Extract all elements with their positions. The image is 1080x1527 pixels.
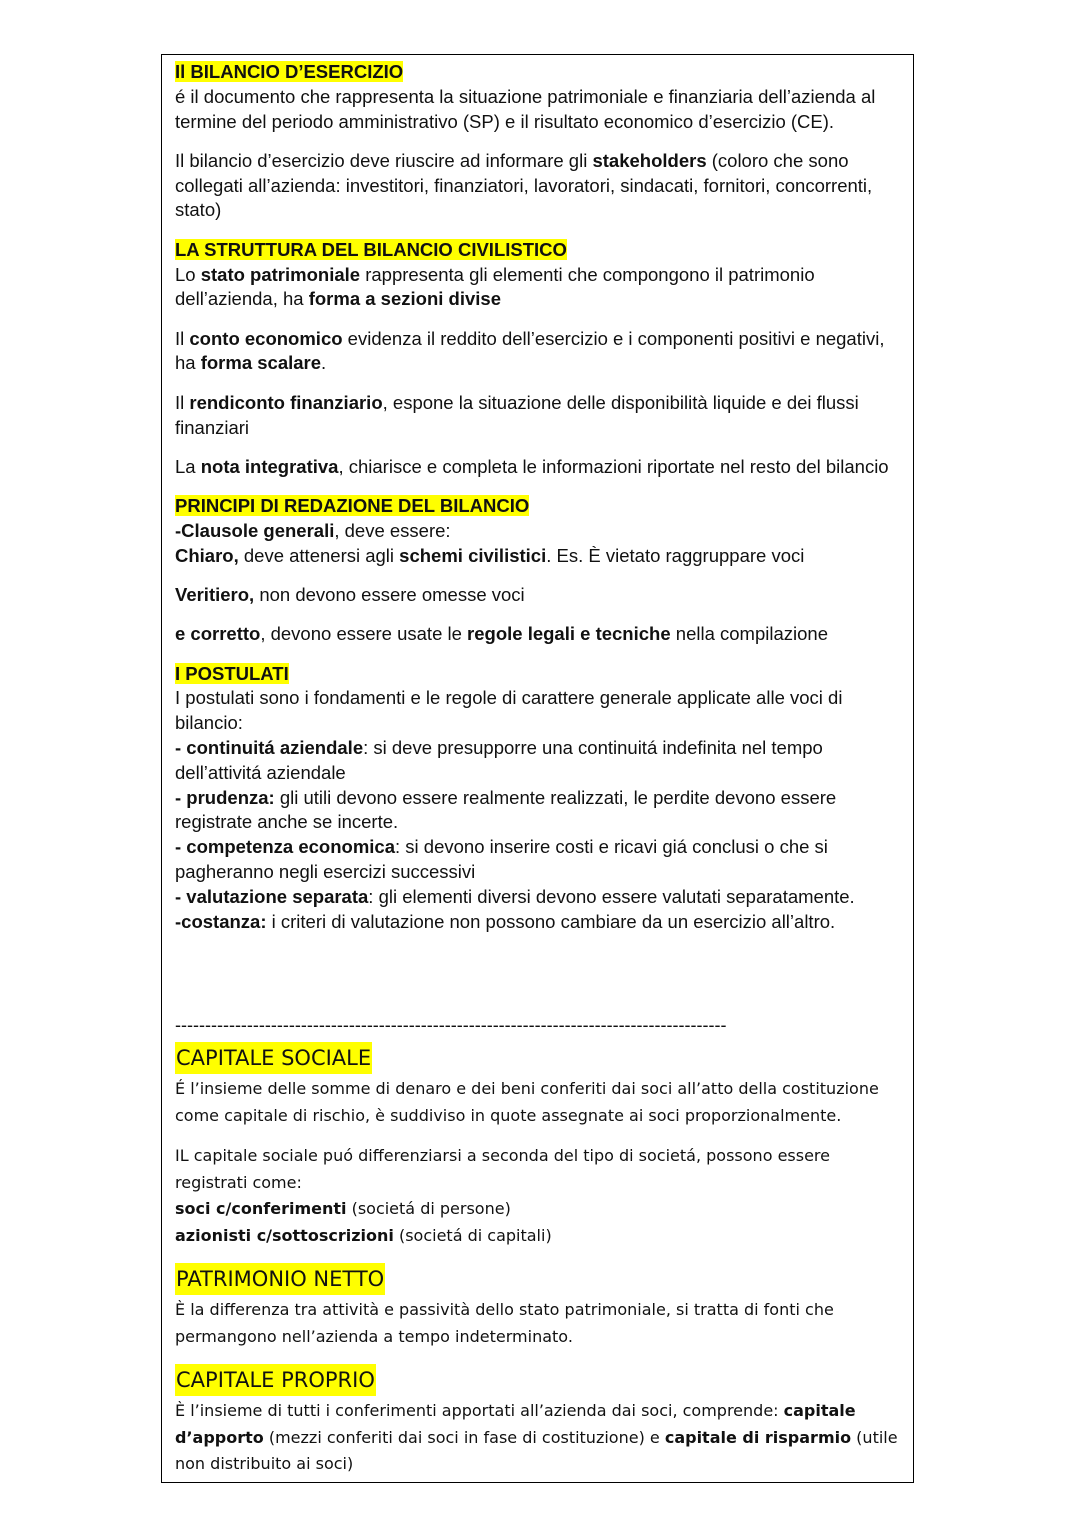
list-item: - continuitá aziendale: si deve presupporre una continuitá indefinita nel tempo dell’attivitá aziendale xyxy=(175,737,823,783)
paragraph: I postulati sono i fondamenti e le regole di carattere generale applicate alle voci di bilancio: xyxy=(175,687,843,734)
paragraph: IL capitale sociale puó differenziarsi a seconda del tipo di societá, possono essere registrati come: xyxy=(175,1146,830,1192)
section-bilancio xyxy=(175,60,903,223)
section-title xyxy=(175,60,903,85)
paragraph: Chiaro, deve attenersi agli schemi civilistici. Es. È vietato raggruppare voci xyxy=(175,544,805,566)
section-capitale-proprio xyxy=(175,1364,903,1478)
paragraph: Lo stato patrimoniale rappresenta gli elementi che compongono il patrimonio dell’azienda, ha forma a sezioni divise xyxy=(175,263,815,310)
document-body-top xyxy=(175,60,903,934)
section-title: PRINCIPI DI REDAZIONE DEL BILANCIO xyxy=(175,495,530,517)
section-patrimonio-netto xyxy=(175,1263,903,1350)
list-item: soci c/conferimenti (societá di persone) xyxy=(175,1199,511,1218)
section-struttura xyxy=(175,238,903,480)
paragraph: Veritiero, non devono essere omesse voci xyxy=(175,584,525,606)
section-title: I POSTULATI xyxy=(175,662,289,684)
paragraph: É l’insieme delle somme di denaro e dei beni conferiti dai soci all’atto della costituzione come capitale di rischio, è suddiviso in quote assegnate ai soci proporzionalmente. xyxy=(175,1079,879,1125)
paragraph: È la differenza tra attività e passività dello stato patrimoniale, si tratta di fonti che permangono nell’azienda a tempo indeterminato. xyxy=(175,1300,834,1346)
section-postulati xyxy=(175,662,903,935)
paragraph: Il bilancio d’esercizio deve riuscire ad informare gli stakeholders (coloro che sono collegati all’azienda: investitori, finanziatori, lavoratori, sindacati, fornitori, concorrenti, stato) xyxy=(175,149,873,221)
paragraph: Il rendiconto finanziario, espone la situazione delle disponibilità liquide e dei flussi finanziari xyxy=(175,391,859,438)
paragraph: -Clausole generali, deve essere: xyxy=(175,519,451,541)
list-item: - competenza economica: si devono inserire costi e ricavi giá conclusi o che si pagheranno negli esercizi successivi xyxy=(175,836,828,883)
title-text: BILANCIO D’ESERCIZIO xyxy=(190,61,404,82)
section-principi xyxy=(175,494,903,647)
list-item: - valutazione separata: gli elementi diversi devono essere valutati separatamente. xyxy=(175,885,855,907)
section-title: CAPITALE PROPRIO xyxy=(175,1364,376,1396)
paragraph: é il documento che rappresenta la situazione patrimoniale e finanziaria dell’azienda al termine del periodo amministrativo (SP) e il risultato economico d’esercizio (CE). xyxy=(175,85,876,132)
paragraph: Il conto economico evidenza il reddito dell’esercizio e i componenti positivi e negativi, ha forma scalare. xyxy=(175,327,885,374)
list-item: - prudenza: gli utili devono essere realmente realizzati, le perdite devono essere registrate anche se incerte. xyxy=(175,786,837,833)
list-item: -costanza: i criteri di valutazione non possono cambiare da un esercizio all’altro. xyxy=(175,910,836,932)
paragraph: La nota integrativa, chiarisce e completa le informazioni riportate nel resto del bilancio xyxy=(175,455,889,477)
section-title: LA STRUTTURA DEL BILANCIO CIVILISTICO xyxy=(175,238,567,260)
section-title: CAPITALE SOCIALE xyxy=(175,1042,372,1074)
document-body-bottom xyxy=(175,1042,903,1492)
paragraph: È l’insieme di tutti i conferimenti apportati all’azienda dai soci, comprende: capitale d’apporto (mezzi conferiti dai soci in fase di costituzione) e capitale di risparmio (utile non distribuito ai soci) xyxy=(175,1401,898,1473)
section-title: PATRIMONIO NETTO xyxy=(175,1263,385,1295)
list-item: azionisti c/sottoscrizioni (societá di capitali) xyxy=(175,1225,552,1245)
title-prefix: Il xyxy=(175,61,191,82)
dashed-separator: -------------------------------------------------------------------------------------------- xyxy=(175,1015,727,1035)
paragraph: e corretto, devono essere usate le regole legali e tecniche nella compilazione xyxy=(175,623,828,645)
section-capitale-sociale xyxy=(175,1042,903,1249)
